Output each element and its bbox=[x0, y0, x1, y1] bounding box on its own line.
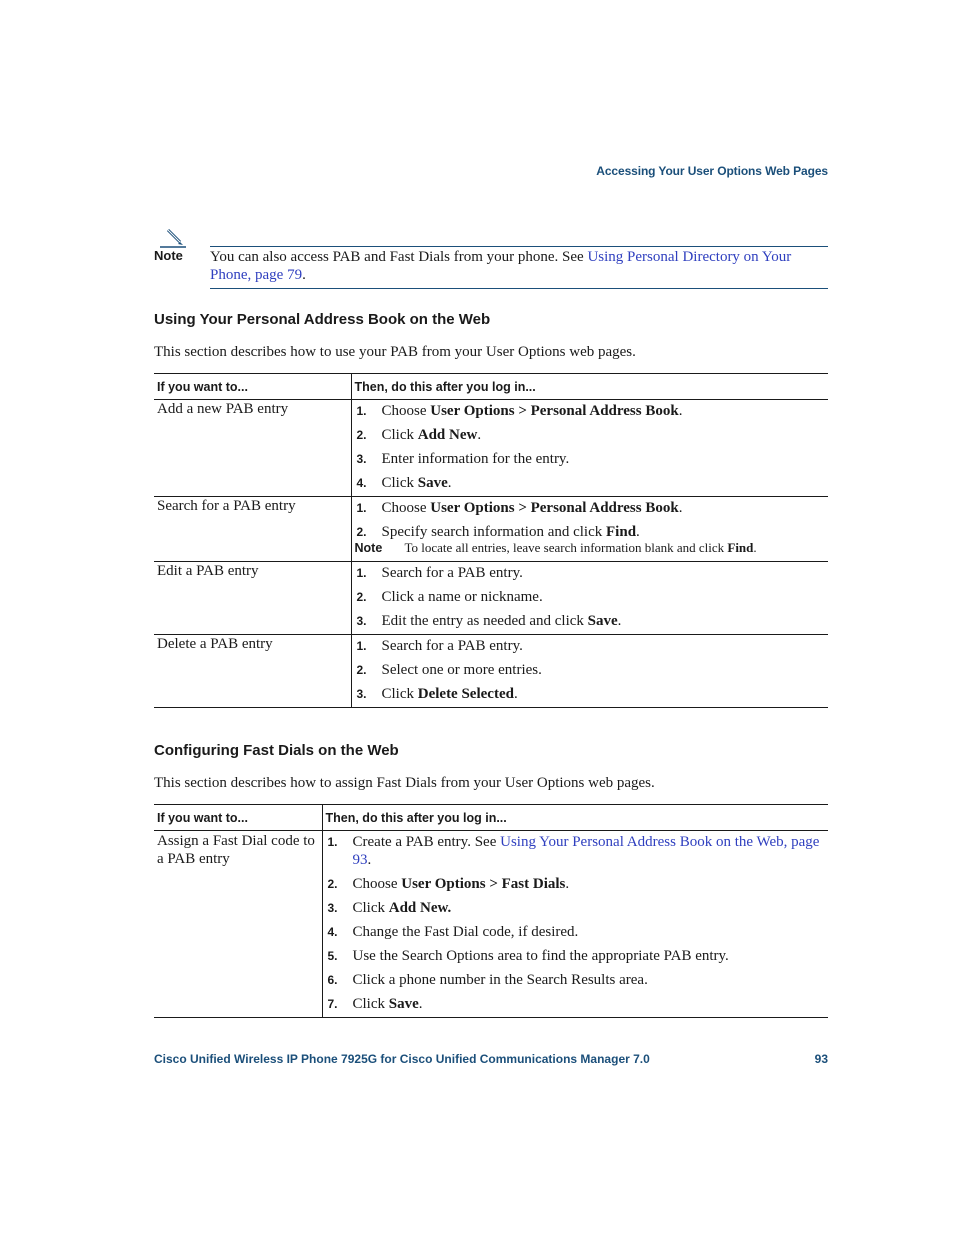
step-text: Search for a PAB entry. bbox=[381, 638, 523, 654]
task-cell: Delete a PAB entry bbox=[154, 635, 351, 708]
step-item bbox=[355, 402, 826, 420]
pab-section-heading: Using Your Personal Address Book on the Web bbox=[154, 311, 491, 328]
step-bold: Save bbox=[417, 475, 448, 491]
step-item bbox=[355, 426, 826, 444]
step-text: Use the Search Options area to find the appropriate PAB entry. bbox=[352, 948, 729, 964]
steps-cell bbox=[351, 635, 828, 708]
step-item bbox=[326, 899, 826, 917]
step-number: 2. bbox=[356, 428, 367, 442]
note-text-before: You can also access PAB and Fast Dials from your phone. See bbox=[210, 249, 588, 265]
step-text: Create a PAB entry. See bbox=[352, 834, 501, 850]
step-number: 3. bbox=[356, 452, 367, 466]
step-text: Click bbox=[352, 996, 389, 1012]
fast-dial-section-heading: Configuring Fast Dials on the Web bbox=[154, 742, 399, 759]
step-number: 1. bbox=[356, 404, 367, 418]
pencil-icon bbox=[160, 226, 186, 248]
step-text-post: . bbox=[367, 852, 372, 868]
inline-note-post: . bbox=[753, 540, 757, 555]
step-text: Change the Fast Dial code, if desired. bbox=[352, 924, 579, 940]
table-row bbox=[154, 562, 828, 635]
step-item bbox=[326, 875, 826, 893]
step-number: 2. bbox=[327, 877, 338, 891]
step-item bbox=[326, 833, 826, 869]
step-text: Specify search information and click bbox=[381, 524, 607, 540]
step-number: 1. bbox=[356, 639, 367, 653]
step-text: Edit the entry as needed and click bbox=[381, 613, 588, 629]
pab-col2-header: Then, do this after you log in... bbox=[351, 374, 828, 400]
footer-title: Cisco Unified Wireless IP Phone 7925G for Cisco Unified Communications Manager 7.0 bbox=[154, 1052, 650, 1066]
step-number: 4. bbox=[356, 476, 367, 490]
step-list bbox=[355, 402, 826, 492]
step-number: 1. bbox=[356, 501, 367, 515]
step-number: 1. bbox=[327, 835, 338, 849]
task-cell: Search for a PAB entry bbox=[154, 497, 351, 562]
step-item bbox=[326, 947, 826, 965]
step-list bbox=[355, 499, 826, 541]
inline-note-bold: Find bbox=[727, 540, 754, 555]
step-text-post: . bbox=[678, 500, 683, 516]
step-text: Click a phone number in the Search Results area. bbox=[352, 972, 648, 988]
steps-cell bbox=[351, 562, 828, 635]
step-text-post: . bbox=[565, 876, 570, 892]
fast-dial-col2-header: Then, do this after you log in... bbox=[322, 805, 828, 831]
step-item bbox=[355, 564, 826, 582]
step-bold: Add New. bbox=[388, 900, 452, 916]
task-cell: Add a new PAB entry bbox=[154, 400, 351, 497]
step-item bbox=[355, 499, 826, 517]
step-item bbox=[326, 995, 826, 1013]
steps-cell bbox=[351, 497, 828, 562]
step-number: 2. bbox=[356, 663, 367, 677]
step-number: 3. bbox=[356, 614, 367, 628]
step-bold: Delete Selected bbox=[417, 686, 514, 702]
step-bold: User Options > Fast Dials bbox=[401, 876, 566, 892]
step-item bbox=[326, 923, 826, 941]
page-number: 93 bbox=[814, 1052, 828, 1066]
step-item bbox=[355, 637, 826, 655]
fast-dial-table-header-row bbox=[154, 805, 828, 831]
task-cell: Assign a Fast Dial code to a PAB entry bbox=[154, 831, 322, 1018]
step-bold: Add New bbox=[417, 427, 478, 443]
pab-table-header-row bbox=[154, 374, 828, 400]
step-text: Choose bbox=[381, 500, 431, 516]
step-text: Click bbox=[381, 686, 418, 702]
step-number: 6. bbox=[327, 973, 338, 987]
step-bold: User Options > Personal Address Book bbox=[430, 500, 679, 516]
step-number: 3. bbox=[327, 901, 338, 915]
steps-cell bbox=[322, 831, 828, 1018]
fast-dial-col1-header: If you want to... bbox=[154, 805, 322, 831]
pab-web-link[interactable]: Using Your Personal Address Book on the Web, page 93 bbox=[352, 834, 820, 868]
step-text: Search for a PAB entry. bbox=[381, 565, 523, 581]
step-text: Click bbox=[352, 900, 389, 916]
step-item bbox=[326, 971, 826, 989]
note-box bbox=[210, 246, 828, 289]
step-text-post: . bbox=[617, 613, 622, 629]
step-item bbox=[355, 661, 826, 679]
inline-note-text bbox=[405, 539, 757, 557]
step-text-post: . bbox=[477, 427, 482, 443]
pab-section-intro: This section describes how to use your PAB from your User Options web pages. bbox=[154, 344, 636, 360]
step-text: Enter information for the entry. bbox=[381, 451, 570, 467]
step-item bbox=[355, 523, 826, 541]
step-bold: Find bbox=[606, 524, 637, 540]
step-text: Click a name or nickname. bbox=[381, 589, 543, 605]
step-number: 4. bbox=[327, 925, 338, 939]
step-list bbox=[355, 637, 826, 703]
step-number: 5. bbox=[327, 949, 338, 963]
table-row bbox=[154, 400, 828, 497]
inline-note-pre: To locate all entries, leave search information blank and click bbox=[404, 540, 728, 555]
step-text: Click bbox=[381, 475, 418, 491]
step-item bbox=[355, 588, 826, 606]
personal-directory-link[interactable]: Using Personal Directory on Your Phone, page 79 bbox=[210, 249, 792, 283]
step-number: 2. bbox=[356, 590, 367, 604]
step-number: 1. bbox=[356, 566, 367, 580]
step-bold: Save bbox=[587, 613, 618, 629]
step-text: Click bbox=[381, 427, 418, 443]
fast-dial-table bbox=[154, 804, 828, 1018]
step-text: Select one or more entries. bbox=[381, 662, 542, 678]
step-text-post: . bbox=[636, 524, 640, 540]
note-text bbox=[210, 248, 828, 284]
step-item bbox=[355, 450, 826, 468]
step-number: 3. bbox=[356, 687, 367, 701]
pab-table bbox=[154, 373, 828, 708]
step-text: Choose bbox=[381, 403, 431, 419]
inline-note bbox=[355, 539, 826, 557]
note-label: Note bbox=[154, 248, 183, 263]
pab-col1-header: If you want to... bbox=[154, 374, 351, 400]
task-cell: Edit a PAB entry bbox=[154, 562, 351, 635]
table-row bbox=[154, 497, 828, 562]
step-text: Choose bbox=[352, 876, 402, 892]
running-header: Accessing Your User Options Web Pages bbox=[596, 164, 828, 178]
step-text-post: . bbox=[418, 996, 423, 1012]
step-list bbox=[355, 564, 826, 630]
step-bold: User Options > Personal Address Book bbox=[430, 403, 679, 419]
step-text-post: . bbox=[447, 475, 452, 491]
step-text-post: . bbox=[678, 403, 683, 419]
step-number: 7. bbox=[327, 997, 338, 1011]
step-item bbox=[355, 685, 826, 703]
steps-cell bbox=[351, 400, 828, 497]
table-row bbox=[154, 831, 828, 1018]
table-row bbox=[154, 635, 828, 708]
fast-dial-section-intro: This section describes how to assign Fast Dials from your User Options web pages. bbox=[154, 775, 655, 791]
step-list bbox=[326, 833, 826, 1013]
step-text-post: . bbox=[513, 686, 518, 702]
step-item bbox=[355, 612, 826, 630]
step-bold: Save bbox=[388, 996, 419, 1012]
note-text-after: . bbox=[302, 267, 306, 283]
inline-note-label: Note bbox=[354, 541, 383, 555]
step-number: 2. bbox=[356, 525, 367, 539]
step-item bbox=[355, 474, 826, 492]
